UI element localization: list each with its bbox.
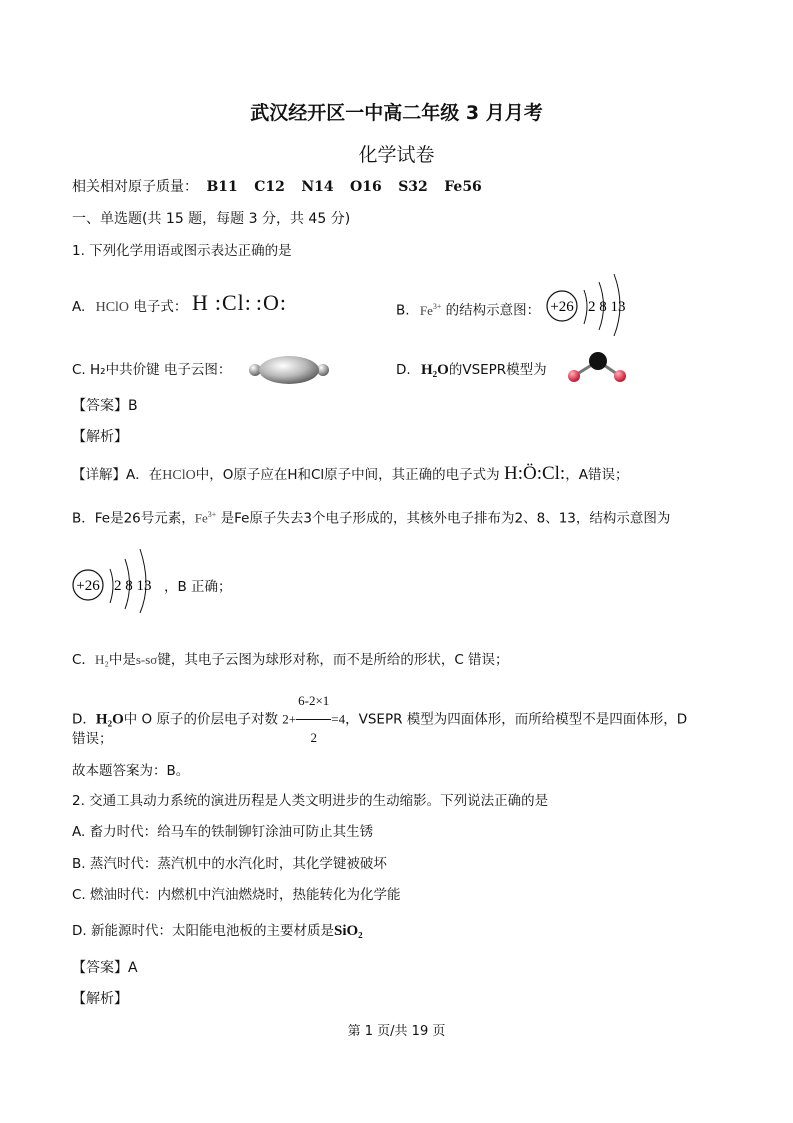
detail-d-formula: H₂O xyxy=(95,711,124,728)
detail-d-3: ，VSEPR 模型为四面体形，而所给模型不是四面体形，D xyxy=(345,711,688,728)
q2-stem: 2. 交通工具动力系统的演进历程是人类文明进步的生动缩影。下列说法正确的是 xyxy=(72,793,549,809)
outer-atom-right xyxy=(614,370,626,382)
shell-electrons: 2 8 13 xyxy=(588,299,626,315)
q1-option-d xyxy=(396,361,547,379)
sio2-formula: SiO₂ xyxy=(333,923,363,939)
detail-d xyxy=(72,683,687,756)
detail-a-formula: HClO xyxy=(162,468,196,483)
detail-a-2: 中，O原子应在H和Cl原子中间，其正确的电子式为 xyxy=(195,467,500,483)
detail-a-electron-dot: H:Ö:Cl: xyxy=(503,463,566,484)
q1-option-c: C. H₂中共价键 电子云图： xyxy=(72,362,232,378)
detail-a xyxy=(72,465,628,485)
option-a-label: A. xyxy=(72,299,86,315)
option-d-label: D. xyxy=(396,362,411,378)
q2-option-d xyxy=(72,922,363,940)
h2-electron-cloud xyxy=(247,354,331,386)
h2o-vsepr-model xyxy=(562,350,632,386)
option-b-label: B. xyxy=(396,302,410,319)
detail-b-2: 是Fe原子失去3个电子形成的，其核外电子排布为2、8、13，结构示意图为 xyxy=(220,510,671,527)
fe-ion: Fe xyxy=(419,302,433,318)
detail-a-1: 【详解】A．在 xyxy=(72,467,163,483)
cloud-ellipse xyxy=(259,356,319,384)
center-atom xyxy=(589,352,607,370)
fraction xyxy=(296,683,331,756)
atomic-masses xyxy=(72,178,482,196)
detail-d-2: 中 O 原子的价层电子对数 xyxy=(123,711,278,728)
q2-option-d-text: D. 新能源时代：太阳能电池板的主要材质是 xyxy=(72,923,334,939)
fraction-denominator: 2 xyxy=(310,730,317,745)
mass-n: N14 xyxy=(301,179,334,195)
nucleus-label: +26 xyxy=(76,578,100,594)
fe-charge: 3+ xyxy=(432,302,442,311)
expr-post: =4 xyxy=(331,711,346,727)
q1-answer: 【答案】B xyxy=(72,398,138,414)
q1-option-a xyxy=(72,298,187,317)
page-footer: 第 1 页/共 19 页 xyxy=(347,1024,446,1039)
hclo-electron-dot xyxy=(192,290,287,316)
detail-b-3: ，B 正确； xyxy=(164,579,232,595)
q2-answer: 【答案】A xyxy=(72,960,138,976)
h2o-formula: H₂O xyxy=(420,362,449,378)
detail-b-1: B．Fe是26号元素， xyxy=(72,510,195,527)
q2-option-a: A. 畜力时代：给马车的铁制铆钉涂油可防止其生锈 xyxy=(72,824,374,840)
masses-label: 相关相对原子质量： xyxy=(72,179,198,195)
q2-analysis: 【解析】 xyxy=(72,991,128,1007)
mass-c: C12 xyxy=(254,179,285,195)
fraction-numerator: 6-2×1 xyxy=(296,683,331,720)
detail-c-formula: H₂ xyxy=(94,652,109,667)
fe-structure-diagram xyxy=(544,268,644,338)
exam-title: 武汉经开区一中高二年级 3 月月考 xyxy=(250,102,543,124)
detail-d-1: D． xyxy=(72,711,96,728)
q1-conclusion: 故本题答案为：B。 xyxy=(72,763,190,779)
option-b-text: 的结构示意图： xyxy=(445,302,541,319)
shell-electrons: 2 8 13 xyxy=(114,578,152,594)
detail-b-ion: Fe xyxy=(194,510,208,526)
shell-arc-1 xyxy=(110,569,113,603)
detail-a-3: ，A错误； xyxy=(565,467,629,483)
detail-c-bond: s-sσ xyxy=(135,652,158,667)
mass-o: O16 xyxy=(350,179,382,195)
outer-atom-left xyxy=(568,370,580,382)
q2-option-c: C. 燃油时代：内燃机中汽油燃烧时，热能转化为化学能 xyxy=(72,887,401,903)
fe-structure-diagram-detail xyxy=(70,545,170,615)
q1-option-b xyxy=(396,298,540,320)
mass-s: S32 xyxy=(398,179,428,195)
detail-c-2: 中是 xyxy=(108,652,136,668)
detail-c-1: C． xyxy=(72,652,95,668)
detail-b xyxy=(72,506,670,528)
mass-b: B11 xyxy=(206,179,238,195)
hclo-formula: HClO xyxy=(95,300,130,315)
exam-subtitle: 化学试卷 xyxy=(358,144,435,166)
ed-o: :O: xyxy=(255,290,288,315)
q2-option-b: B. 蒸汽时代：蒸汽机中的水汽化时，其化学键被破坏 xyxy=(72,856,387,872)
shell-arc-1 xyxy=(584,290,587,324)
expr-pre: 2+ xyxy=(282,711,297,727)
ed-cl: :Cl: xyxy=(214,290,252,315)
section-heading: 一、单选题(共 15 题，每题 3 分，共 45 分) xyxy=(72,211,351,227)
detail-c-3: 键，其电子云图为球形对称，而不是所给的形状，C 错误； xyxy=(157,652,509,668)
nucleus-label: +26 xyxy=(550,299,574,315)
q1-analysis: 【解析】 xyxy=(72,429,128,445)
option-a-text: 电子式： xyxy=(133,299,188,315)
detail-d-4: 错误； xyxy=(72,731,113,747)
ed-h: H xyxy=(192,290,209,315)
option-d-text: 的VSEPR模型为 xyxy=(448,362,547,378)
q1-stem: 1. 下列化学用语或图示表达正确的是 xyxy=(72,243,292,259)
mass-fe: Fe56 xyxy=(444,179,482,195)
detail-b-charge: 3+ xyxy=(207,510,217,519)
detail-c xyxy=(72,651,509,669)
